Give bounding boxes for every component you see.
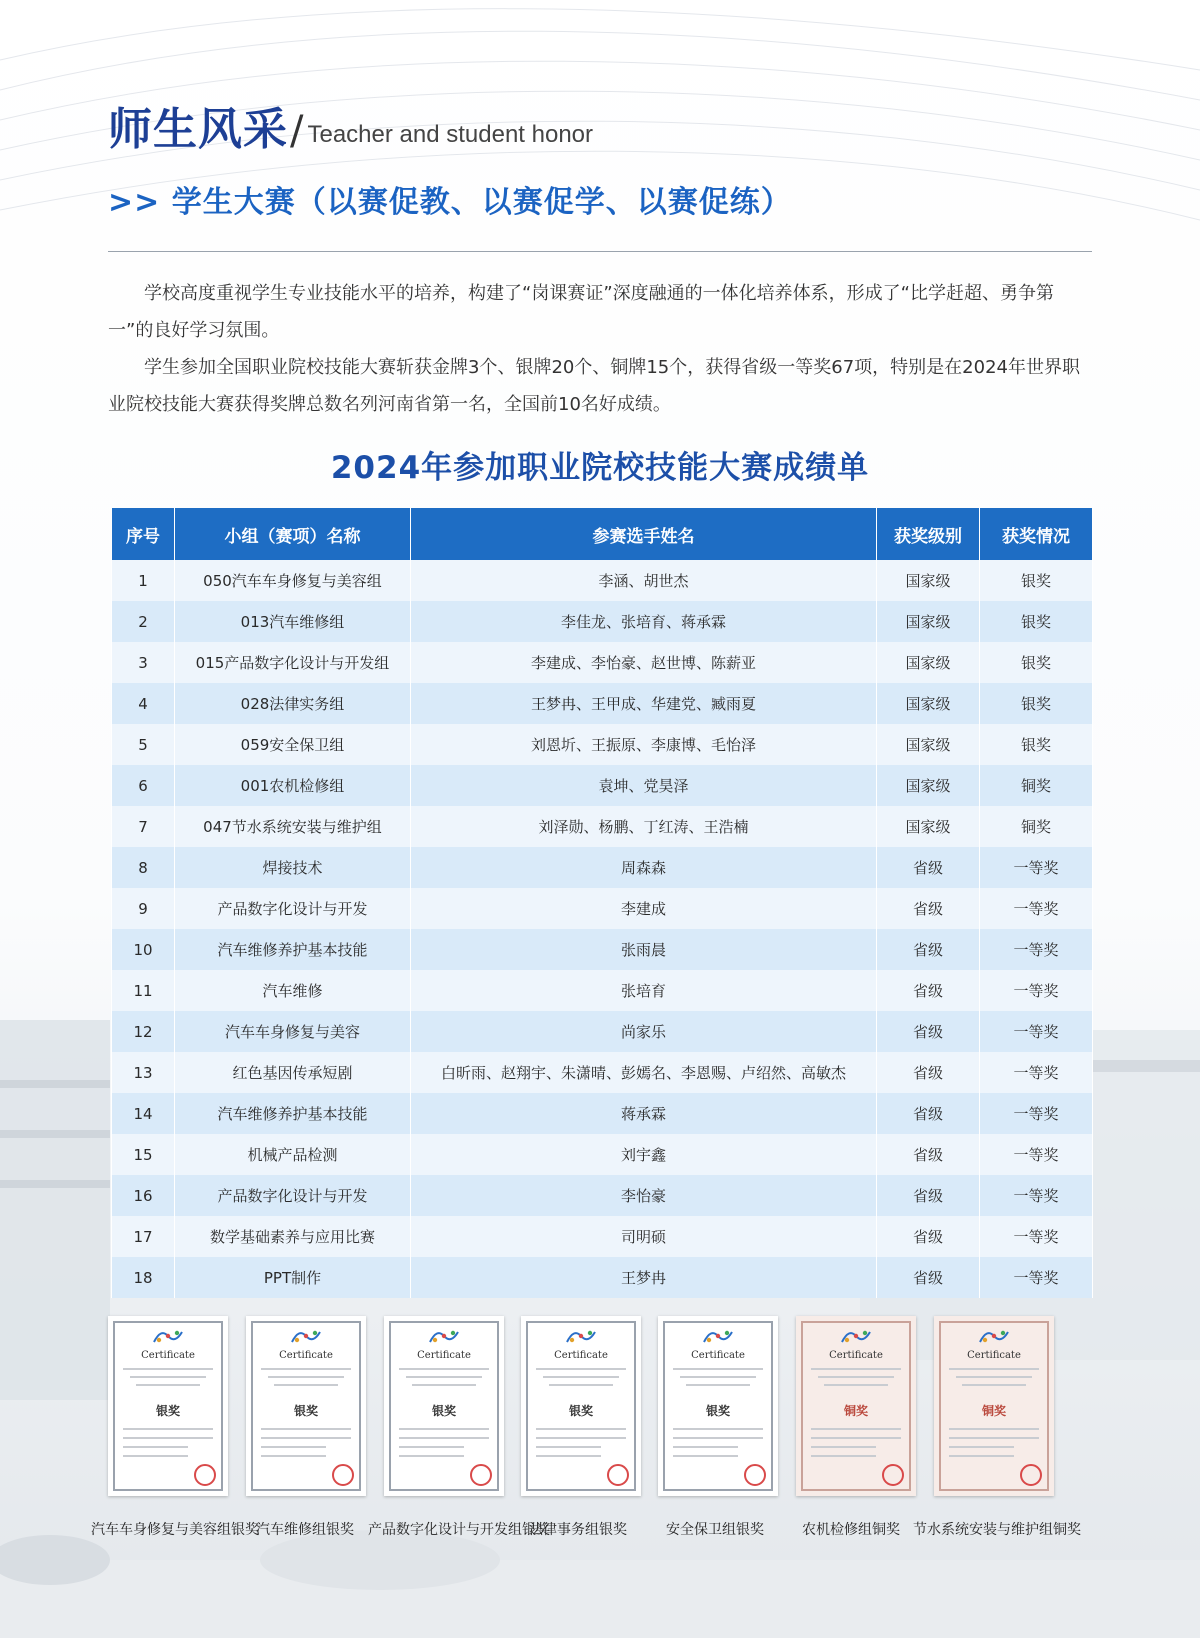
- certificate-text-line: [406, 1376, 482, 1378]
- cell-participants: 司明硕: [411, 1216, 877, 1257]
- cell-participants: 刘恩圻、王振原、李康博、毛怡泽: [411, 724, 877, 765]
- certificate-title: Certificate: [967, 1350, 1021, 1361]
- table-row: [112, 1052, 1093, 1093]
- competition-logo-icon: [701, 1326, 735, 1346]
- cell-award-level: 国家级: [877, 765, 980, 806]
- certificate-gallery: [98, 1316, 1102, 1508]
- header-award-result: 获奖情况: [980, 508, 1093, 560]
- cell-index: 12: [112, 1011, 175, 1052]
- cell-award-level: 国家级: [877, 683, 980, 724]
- certificate-caption: 汽车维修组银奖: [256, 1522, 354, 1538]
- cell-index: 14: [112, 1093, 175, 1134]
- certificate-text-line: [680, 1376, 756, 1378]
- certificate-text-line: [949, 1368, 1039, 1370]
- certificate-caption: 产品数字化设计与开发组银奖: [368, 1522, 550, 1538]
- cell-index: 15: [112, 1134, 175, 1175]
- cell-award-result: 一等奖: [980, 1011, 1093, 1052]
- cell-award-level: 省级: [877, 1257, 980, 1298]
- cell-award-result: 一等奖: [980, 1216, 1093, 1257]
- cell-group-name: 红色基因传承短剧: [175, 1052, 411, 1093]
- cell-index: 13: [112, 1052, 175, 1093]
- cell-group-name: 028法律实务组: [175, 683, 411, 724]
- table-row: [112, 765, 1093, 806]
- certificate-title: Certificate: [417, 1350, 471, 1361]
- cell-index: 18: [112, 1257, 175, 1298]
- certificate-text-line: [123, 1368, 213, 1370]
- certificate-text-line: [536, 1428, 626, 1430]
- cell-award-result: 一等奖: [980, 1052, 1093, 1093]
- cell-participants: 尚家乐: [411, 1011, 877, 1052]
- certificate-text-line: [536, 1437, 626, 1439]
- certificate-card: [108, 1316, 228, 1496]
- certificate-title: Certificate: [279, 1350, 333, 1361]
- cell-award-level: 国家级: [877, 806, 980, 847]
- certificate-text-line: [261, 1368, 351, 1370]
- cell-group-name: 013汽车维修组: [175, 601, 411, 642]
- certificate-text-line: [261, 1428, 351, 1430]
- certificate-text-line: [949, 1437, 1039, 1439]
- certificate-seal-icon: [607, 1464, 629, 1486]
- cell-award-result: 一等奖: [980, 888, 1093, 929]
- certificate-text-line: [261, 1437, 351, 1439]
- cell-participants: 李佳龙、张培育、蒋承霖: [411, 601, 877, 642]
- cell-participants: 张培育: [411, 970, 877, 1011]
- certificate-seal-icon: [332, 1464, 354, 1486]
- certificate-award: 铜奖: [981, 1404, 1006, 1418]
- cell-group-name: 汽车维修养护基本技能: [175, 929, 411, 970]
- certificate-text-line: [123, 1428, 213, 1430]
- certificate-title: Certificate: [829, 1350, 883, 1361]
- certificate-text-line: [123, 1455, 188, 1457]
- competition-logo-icon: [289, 1326, 323, 1346]
- cell-participants: 张雨晨: [411, 929, 877, 970]
- cell-group-name: 产品数字化设计与开发: [175, 1175, 411, 1216]
- table-row: [112, 1175, 1093, 1216]
- cell-award-level: 省级: [877, 1052, 980, 1093]
- certificate-award: 银奖: [705, 1404, 730, 1418]
- certificate-text-line: [949, 1455, 1014, 1457]
- cell-participants: 周森森: [411, 847, 877, 888]
- certificate-title: Certificate: [141, 1350, 195, 1361]
- certificate-text-line: [818, 1376, 894, 1378]
- certificate-text-line: [956, 1376, 1032, 1378]
- certificate-text-line: [536, 1455, 601, 1457]
- cell-index: 8: [112, 847, 175, 888]
- cell-group-name: 汽车维修养护基本技能: [175, 1093, 411, 1134]
- cell-award-level: 国家级: [877, 601, 980, 642]
- cell-index: 7: [112, 806, 175, 847]
- cell-index: 10: [112, 929, 175, 970]
- cell-group-name: 数学基础素养与应用比赛: [175, 1216, 411, 1257]
- cell-participants: 白昕雨、赵翔宇、朱潇晴、彭嫣名、李恩赐、卢绍然、高敏杰: [411, 1052, 877, 1093]
- cell-award-level: 省级: [877, 1216, 980, 1257]
- certificate-text-line: [673, 1455, 738, 1457]
- heading-title-zh: 师生风采: [108, 104, 288, 155]
- cell-participants: 李怡豪: [411, 1175, 877, 1216]
- certificate-text-line: [274, 1384, 338, 1386]
- certificate-text-line: [130, 1376, 206, 1378]
- cell-award-result: 铜奖: [980, 765, 1093, 806]
- cell-index: 9: [112, 888, 175, 929]
- cell-award-level: 省级: [877, 1011, 980, 1052]
- header-index: 序号: [112, 508, 175, 560]
- cell-award-result: 一等奖: [980, 970, 1093, 1011]
- certificate-seal-icon: [194, 1464, 216, 1486]
- cell-award-level: 省级: [877, 1175, 980, 1216]
- cell-award-result: 银奖: [980, 724, 1093, 765]
- certificate-text-line: [136, 1384, 200, 1386]
- certificate-seal-icon: [882, 1464, 904, 1486]
- cell-group-name: 机械产品检测: [175, 1134, 411, 1175]
- certificate-text-line: [811, 1446, 876, 1448]
- cell-participants: 王梦冉: [411, 1257, 877, 1298]
- cell-award-result: 银奖: [980, 683, 1093, 724]
- certificate-card: [521, 1316, 641, 1496]
- certificate-text-line: [399, 1368, 489, 1370]
- cell-award-result: 银奖: [980, 560, 1093, 601]
- table-row: [112, 642, 1093, 683]
- certificate-award: 银奖: [568, 1404, 593, 1418]
- certificate-text-line: [123, 1437, 213, 1439]
- certificate-text-line: [673, 1368, 763, 1370]
- certificate-text-line: [536, 1368, 626, 1370]
- certificate-text-line: [686, 1384, 750, 1386]
- certificate-caption: 农机检修组铜奖: [802, 1522, 900, 1538]
- table-row: [112, 929, 1093, 970]
- cell-award-result: 一等奖: [980, 1175, 1093, 1216]
- certificate-text-line: [824, 1384, 888, 1386]
- table-row: [112, 683, 1093, 724]
- competition-logo-icon: [151, 1326, 185, 1346]
- certificate-award: 铜奖: [843, 1404, 868, 1418]
- table-row: [112, 1134, 1093, 1175]
- intro-paragraph-1: 学校高度重视学生专业技能水平的培养，构建了“岗课赛证”深度融通的一体化培养体系，形成了“比学赶超、勇争第一”的良好学习氛围。: [108, 283, 1054, 341]
- intro-paragraph-2: 学生参加全国职业院校技能大赛斩获金牌3个、银牌20个、铜牌15个，获得省级一等奖67项，特别是在2024年世界职业院校技能大赛获得奖牌总数名列河南省第一名，全国前10名好成绩。: [108, 357, 1080, 415]
- cell-award-level: 国家级: [877, 560, 980, 601]
- certificate-award: 银奖: [155, 1404, 180, 1418]
- certificate-text-line: [673, 1428, 763, 1430]
- cell-index: 11: [112, 970, 175, 1011]
- certificate-award: 银奖: [293, 1404, 318, 1418]
- cell-award-level: 省级: [877, 888, 980, 929]
- certificate-seal-icon: [744, 1464, 766, 1486]
- table-title: 2024年参加职业院校技能大赛成绩单: [330, 450, 870, 486]
- cell-award-result: 一等奖: [980, 929, 1093, 970]
- table-row: [112, 601, 1093, 642]
- cell-award-result: 一等奖: [980, 1093, 1093, 1134]
- certificate-text-line: [399, 1428, 489, 1430]
- cell-participants: 袁坤、党昊泽: [411, 765, 877, 806]
- cell-participants: 李建成: [411, 888, 877, 929]
- table-header-row: [112, 508, 1093, 560]
- certificate-text-line: [261, 1446, 326, 1448]
- table-row: [112, 724, 1093, 765]
- certificate-title: Certificate: [554, 1350, 608, 1361]
- cell-group-name: 050汽车车身修复与美容组: [175, 560, 411, 601]
- cell-award-result: 铜奖: [980, 806, 1093, 847]
- certificate-text-line: [811, 1368, 901, 1370]
- cell-participants: 刘宇鑫: [411, 1134, 877, 1175]
- table-row: [112, 1257, 1093, 1298]
- table-row: [112, 806, 1093, 847]
- section-subtitle: >> 学生大赛（以赛促教、以赛促学、以赛促练）: [108, 185, 792, 220]
- certificate-text-line: [811, 1455, 876, 1457]
- certificate-text-line: [261, 1455, 326, 1457]
- table-row: [112, 847, 1093, 888]
- results-table: [111, 508, 1093, 1298]
- cell-award-result: 银奖: [980, 601, 1093, 642]
- page-heading: [108, 96, 593, 156]
- certificate-title: Certificate: [691, 1350, 745, 1361]
- competition-logo-icon: [839, 1326, 873, 1346]
- certificate-text-line: [811, 1437, 901, 1439]
- certificate-award: 银奖: [431, 1404, 456, 1418]
- cell-group-name: PPT制作: [175, 1257, 411, 1298]
- divider: [108, 251, 1092, 252]
- cell-group-name: 015产品数字化设计与开发组: [175, 642, 411, 683]
- header-award-level: 获奖级别: [877, 508, 980, 560]
- certificate-text-line: [399, 1446, 464, 1448]
- certificate-caption: 节水系统安装与维护组铜奖: [913, 1522, 1081, 1538]
- certificate-text-line: [673, 1437, 763, 1439]
- cell-award-level: 省级: [877, 970, 980, 1011]
- header-group-name: 小组（赛项）名称: [175, 508, 411, 560]
- cell-award-level: 省级: [877, 1093, 980, 1134]
- certificate-caption: 法律事务组银奖: [529, 1522, 627, 1538]
- cell-index: 4: [112, 683, 175, 724]
- certificate-text-line: [962, 1384, 1026, 1386]
- certificate-seal-icon: [470, 1464, 492, 1486]
- cell-index: 5: [112, 724, 175, 765]
- table-row: [112, 1216, 1093, 1257]
- cell-group-name: 001农机检修组: [175, 765, 411, 806]
- table-row: [112, 1011, 1093, 1052]
- cell-index: 2: [112, 601, 175, 642]
- competition-logo-icon: [564, 1326, 598, 1346]
- certificate-card: [384, 1316, 504, 1496]
- cell-participants: 刘泽勋、杨鹏、丁红涛、王浩楠: [411, 806, 877, 847]
- certificate-card: [796, 1316, 916, 1496]
- table-row: [112, 560, 1093, 601]
- heading-separator: /: [290, 108, 304, 154]
- certificate-card: [934, 1316, 1054, 1496]
- cell-group-name: 焊接技术: [175, 847, 411, 888]
- cell-award-level: 省级: [877, 847, 980, 888]
- competition-logo-icon: [427, 1326, 461, 1346]
- certificate-text-line: [268, 1376, 344, 1378]
- certificate-text-line: [399, 1437, 489, 1439]
- cell-group-name: 汽车维修: [175, 970, 411, 1011]
- header-participants: 参赛选手姓名: [411, 508, 877, 560]
- cell-participants: 王梦冉、王甲成、华建党、臧雨夏: [411, 683, 877, 724]
- table-row: [112, 1093, 1093, 1134]
- cell-index: 3: [112, 642, 175, 683]
- certificate-text-line: [123, 1446, 188, 1448]
- cell-group-name: 047节水系统安装与维护组: [175, 806, 411, 847]
- cell-participants: 李建成、李怡豪、赵世博、陈薪亚: [411, 642, 877, 683]
- certificate-text-line: [399, 1455, 464, 1457]
- certificate-seal-icon: [1020, 1464, 1042, 1486]
- cell-award-result: 银奖: [980, 642, 1093, 683]
- certificate-text-line: [412, 1384, 476, 1386]
- cell-index: 16: [112, 1175, 175, 1216]
- cell-award-result: 一等奖: [980, 1257, 1093, 1298]
- certificate-card: [658, 1316, 778, 1496]
- table-row: [112, 970, 1093, 1011]
- certificate-text-line: [949, 1446, 1014, 1448]
- heading-title-en: Teacher and student honor: [307, 121, 594, 148]
- certificate-caption: 汽车车身修复与美容组银奖: [91, 1522, 259, 1538]
- cell-index: 6: [112, 765, 175, 806]
- cell-group-name: 汽车车身修复与美容: [175, 1011, 411, 1052]
- cell-group-name: 059安全保卫组: [175, 724, 411, 765]
- certificate-card: [246, 1316, 366, 1496]
- cell-award-level: 省级: [877, 1134, 980, 1175]
- cell-group-name: 产品数字化设计与开发: [175, 888, 411, 929]
- certificate-text-line: [811, 1428, 901, 1430]
- cell-award-level: 省级: [877, 929, 980, 970]
- certificate-text-line: [673, 1446, 738, 1448]
- certificate-text-line: [543, 1376, 619, 1378]
- certificate-text-line: [536, 1446, 601, 1448]
- certificate-text-line: [549, 1384, 613, 1386]
- cell-award-level: 国家级: [877, 724, 980, 765]
- certificate-caption: 安全保卫组银奖: [666, 1522, 764, 1538]
- cell-award-level: 国家级: [877, 642, 980, 683]
- cell-award-result: 一等奖: [980, 1134, 1093, 1175]
- cell-index: 1: [112, 560, 175, 601]
- competition-logo-icon: [977, 1326, 1011, 1346]
- cell-award-result: 一等奖: [980, 847, 1093, 888]
- certificate-text-line: [949, 1428, 1039, 1430]
- cell-participants: 蒋承霖: [411, 1093, 877, 1134]
- cell-index: 17: [112, 1216, 175, 1257]
- cell-participants: 李涵、胡世杰: [411, 560, 877, 601]
- table-row: [112, 888, 1093, 929]
